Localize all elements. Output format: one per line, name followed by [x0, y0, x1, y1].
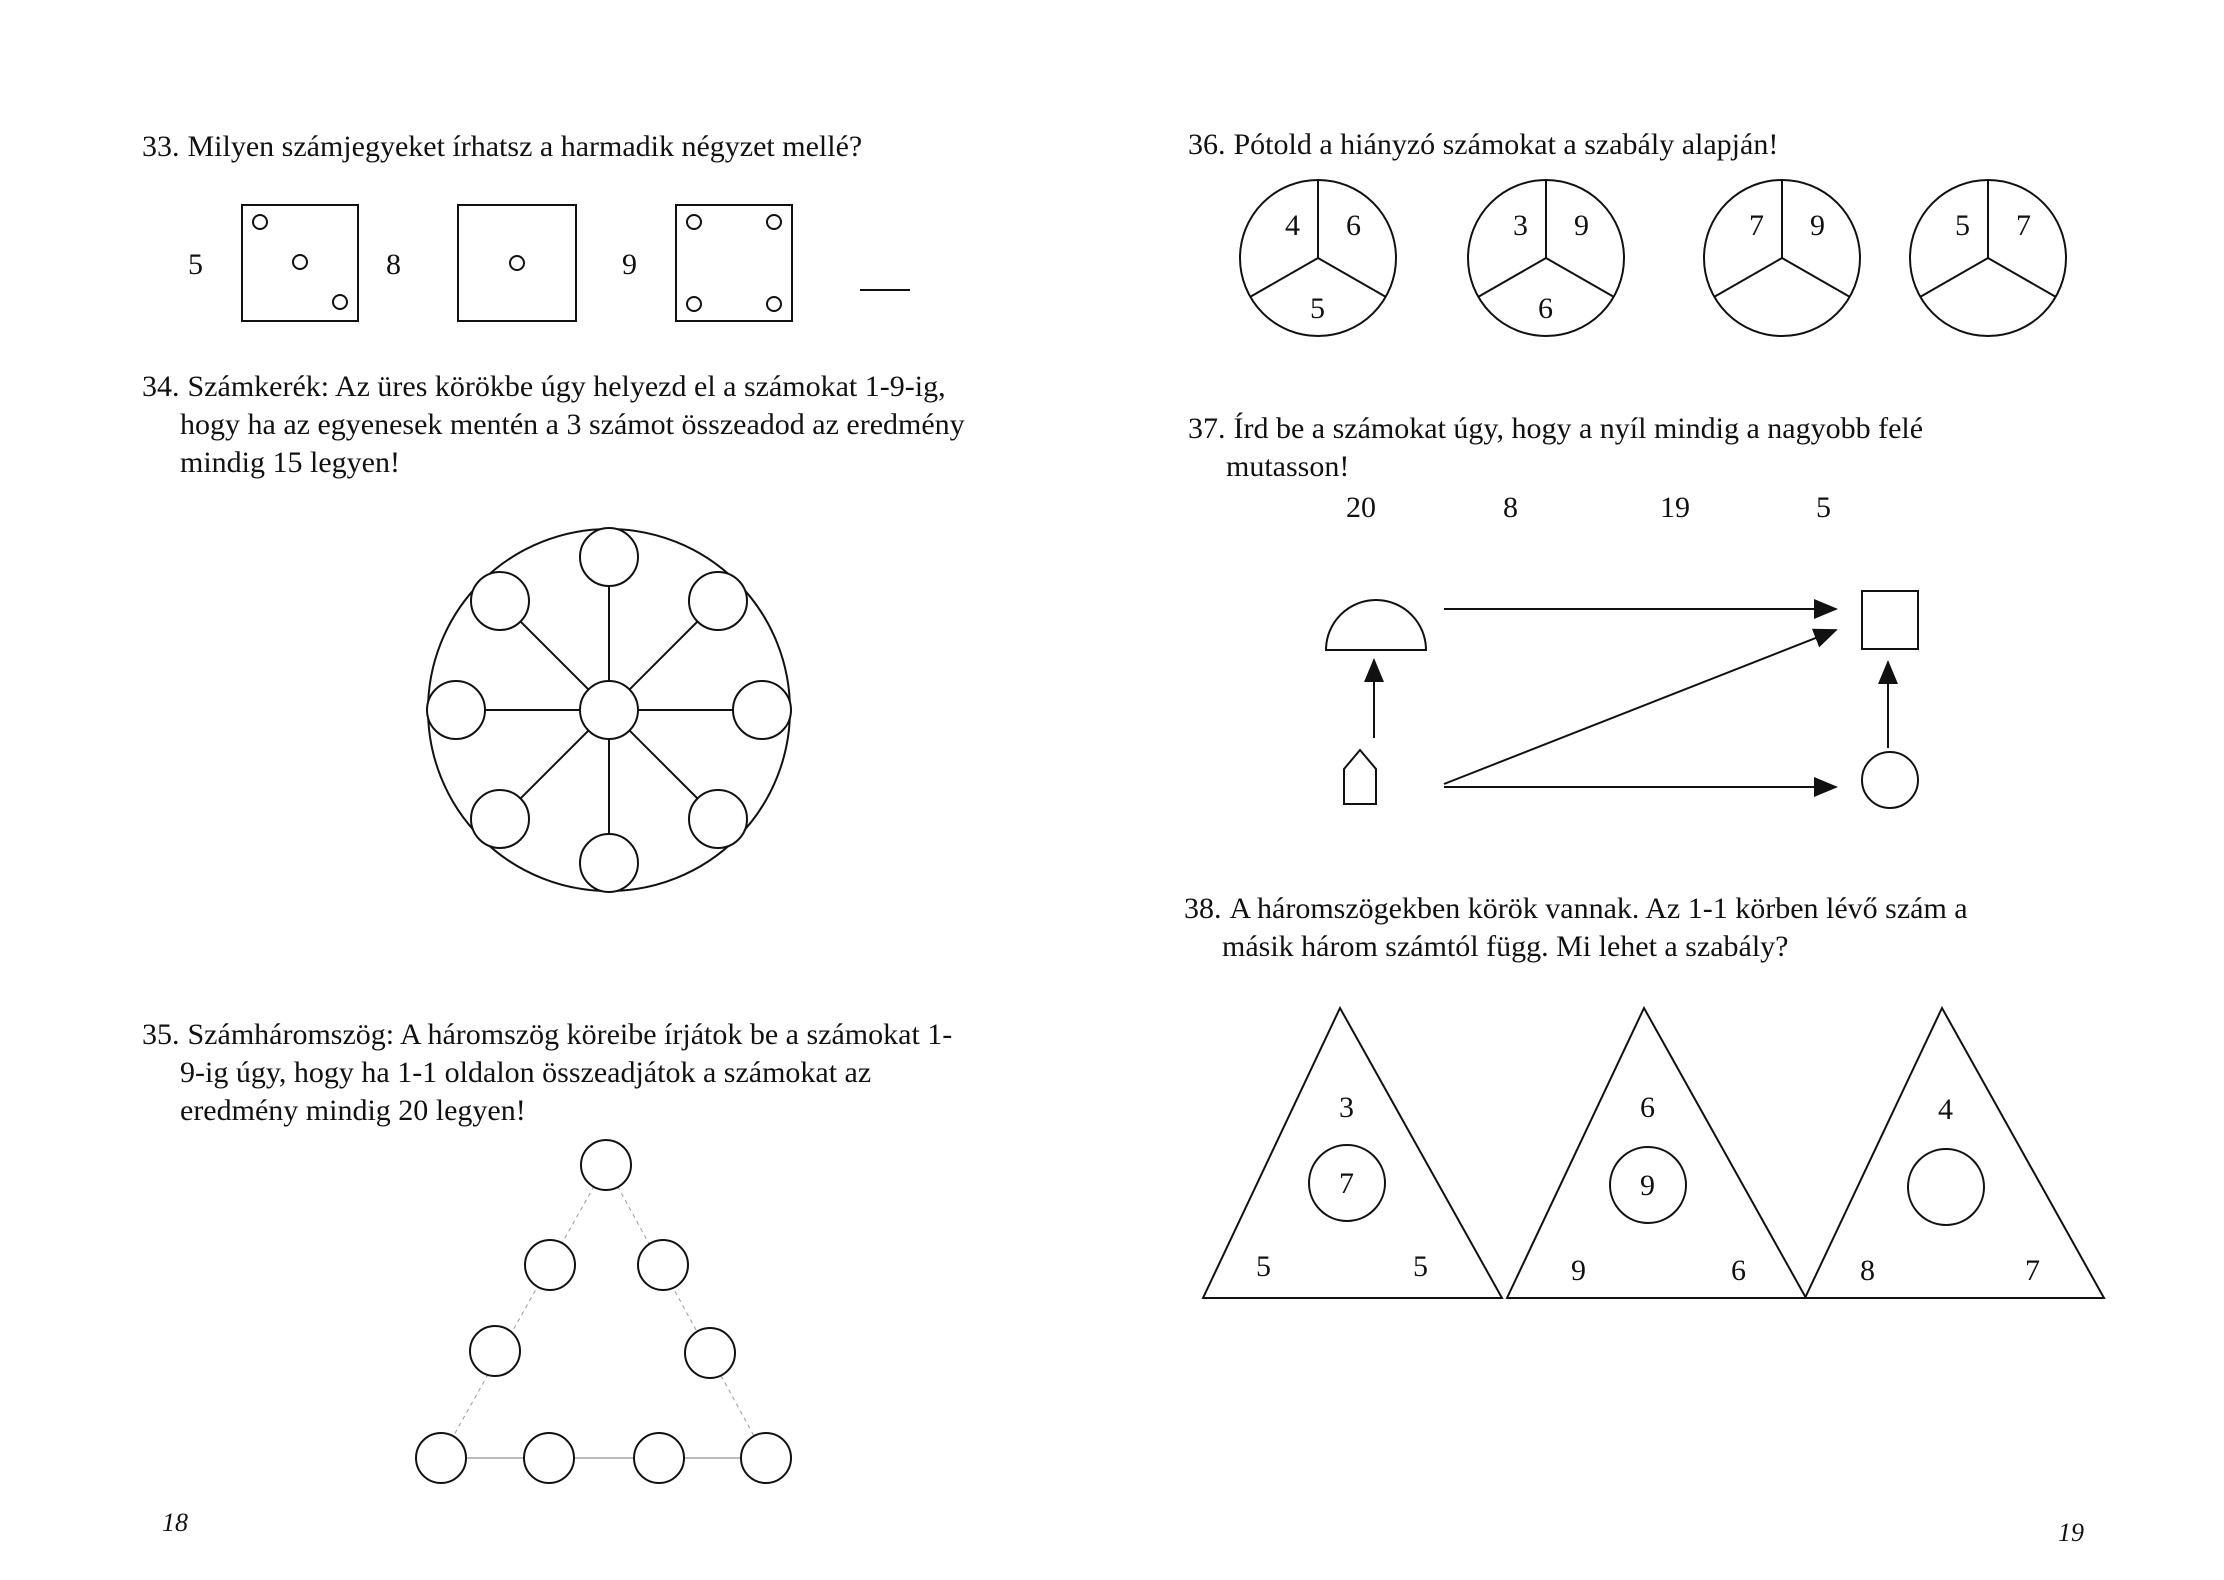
question-37-number: 37.	[1188, 412, 1226, 445]
question-34-number: 34.	[142, 370, 180, 403]
wheel-empty-circle	[471, 572, 529, 630]
question-36-text: Pótold a hiányzó számokat a szabály alapján!	[1233, 128, 1779, 161]
q38-triangle-3	[1805, 1008, 2104, 1298]
triangle-side	[606, 1165, 766, 1458]
q33-label-1: 5	[188, 248, 203, 281]
triangle-empty-circle	[524, 1433, 574, 1483]
q36-c1-bottom: 5	[1310, 292, 1325, 325]
question-34-line2: hogy ha az egyenesek mentén a 3 számot összeadod az eredmény	[180, 408, 965, 441]
page-number-left: 18	[162, 1508, 188, 1537]
wheel-center-circle	[580, 681, 638, 739]
question-37-line1: Írd be a számokat úgy, hogy a nyíl mindig a nagyobb felé	[1233, 412, 1924, 445]
q36-c2-top-left: 3	[1513, 209, 1528, 242]
question-38-line1: A háromszögekben körök vannak. Az 1-1 körben lévő szám a	[1229, 892, 1968, 925]
triangle-empty-circle	[634, 1433, 684, 1483]
q33-dot	[767, 297, 781, 311]
triangle-empty-circle	[416, 1433, 466, 1483]
q38-t2-left: 9	[1571, 1254, 1586, 1287]
q33-square-3	[676, 205, 792, 321]
q36-c1-top-left: 4	[1285, 209, 1300, 242]
q36-figure	[1240, 180, 2066, 336]
q35-number-triangle	[416, 1140, 791, 1483]
triangle-empty-circle	[638, 1240, 688, 1290]
q33-figure	[188, 205, 910, 321]
wheel-empty-circle	[689, 790, 747, 848]
triangle-empty-circle	[685, 1328, 735, 1378]
q38-t3-top: 4	[1938, 1093, 1953, 1126]
q37-number-4: 5	[1816, 491, 1831, 524]
q37-number-3: 19	[1660, 491, 1690, 524]
wheel-empty-circle	[471, 790, 529, 848]
q37-numbers	[1346, 491, 1831, 524]
triangle-empty-circle	[525, 1240, 575, 1290]
q38-t3-left: 8	[1860, 1254, 1875, 1287]
q36-circle-1	[1240, 180, 1396, 336]
question-37-line2: mutasson!	[1226, 450, 1350, 483]
q38-t1-right: 5	[1413, 1250, 1428, 1283]
question-35-line3: eredmény mindig 20 legyen!	[180, 1094, 526, 1127]
q36-c2-top-right: 9	[1574, 209, 1589, 242]
question-34-line3: mindig 15 legyen!	[180, 446, 400, 479]
q37-diagram	[1326, 591, 1918, 808]
question-34-line1: Számkerék: Az üres körökbe úgy helyezd el a számokat 1-9-ig,	[187, 370, 946, 403]
q36-c4-top-left: 5	[1955, 209, 1970, 242]
q36-c4-top-right: 7	[2016, 209, 2031, 242]
triangle-side	[441, 1165, 606, 1458]
question-38-number: 38.	[1184, 892, 1222, 925]
q33-label-3: 9	[622, 248, 637, 281]
q33-dot	[510, 256, 524, 270]
q37-number-1: 20	[1346, 491, 1376, 524]
q36-c2-bottom: 6	[1538, 292, 1553, 325]
q33-dot	[293, 255, 307, 269]
q38-t3-right: 7	[2025, 1254, 2040, 1287]
q38-triangle-2	[1507, 1008, 1806, 1298]
triangle-empty-circle	[581, 1140, 631, 1190]
q38-t2-top: 6	[1640, 1091, 1655, 1124]
question-35-line1: Számháromszög: A háromszög köreibe írjátok be a számokat 1-	[187, 1018, 953, 1051]
arrow-pentagon-to-square	[1444, 630, 1836, 784]
q33-square-1	[242, 205, 358, 321]
wheel-empty-circle	[580, 834, 638, 892]
question-35-number: 35.	[142, 1018, 180, 1051]
q36-circle-2	[1468, 180, 1624, 336]
question-38-line2: másik három számtól függ. Mi lehet a szabály?	[1222, 930, 1789, 963]
q36-circle-3	[1704, 180, 1860, 336]
q34-number-wheel	[427, 528, 791, 892]
q38-triangle-1	[1203, 1008, 1502, 1298]
q38-t2-center: 9	[1640, 1169, 1655, 1202]
triangle-empty-circle	[741, 1433, 791, 1483]
house-pentagon-shape	[1344, 750, 1376, 804]
question-33-number: 33.	[142, 130, 180, 163]
circle-shape	[1862, 752, 1918, 808]
q33-dot	[687, 297, 701, 311]
question-33-text: Milyen számjegyeket írhatsz a harmadik négyzet mellé?	[187, 130, 863, 163]
q36-c1-top-right: 6	[1346, 209, 1361, 242]
q33-square-2	[458, 205, 576, 321]
triangle-empty-circle	[470, 1326, 520, 1376]
square-shape	[1862, 591, 1918, 649]
wheel-empty-circle	[733, 681, 791, 739]
q38-figure	[1203, 1008, 2104, 1298]
right-page-figures	[1128, 0, 2224, 1580]
wheel-empty-circle	[427, 681, 485, 739]
q33-dot	[767, 215, 781, 229]
q36-c3-top-left: 7	[1749, 209, 1764, 242]
q36-circle-4	[1910, 180, 2066, 336]
q36-c3-top-right: 9	[1810, 209, 1825, 242]
q38-t1-left: 5	[1256, 1250, 1271, 1283]
q33-dot	[253, 215, 267, 229]
page-number-right: 19	[2058, 1518, 2084, 1547]
q38-t1-top: 3	[1339, 1091, 1354, 1124]
q33-dot	[687, 215, 701, 229]
q38-t2-right: 6	[1731, 1254, 1746, 1287]
question-35-line2: 9-ig úgy, hogy ha 1-1 oldalon összeadjátok a számokat az	[180, 1056, 872, 1089]
right-page	[1128, 0, 2224, 1580]
wheel-empty-circle	[689, 572, 747, 630]
q33-dot	[333, 295, 347, 309]
q33-label-2: 8	[386, 248, 401, 281]
semicircle-shape	[1326, 600, 1426, 650]
question-36-number: 36.	[1188, 128, 1226, 161]
q38-t1-center: 7	[1339, 1167, 1354, 1200]
wheel-empty-circle	[580, 528, 638, 586]
q37-number-2: 8	[1503, 491, 1518, 524]
